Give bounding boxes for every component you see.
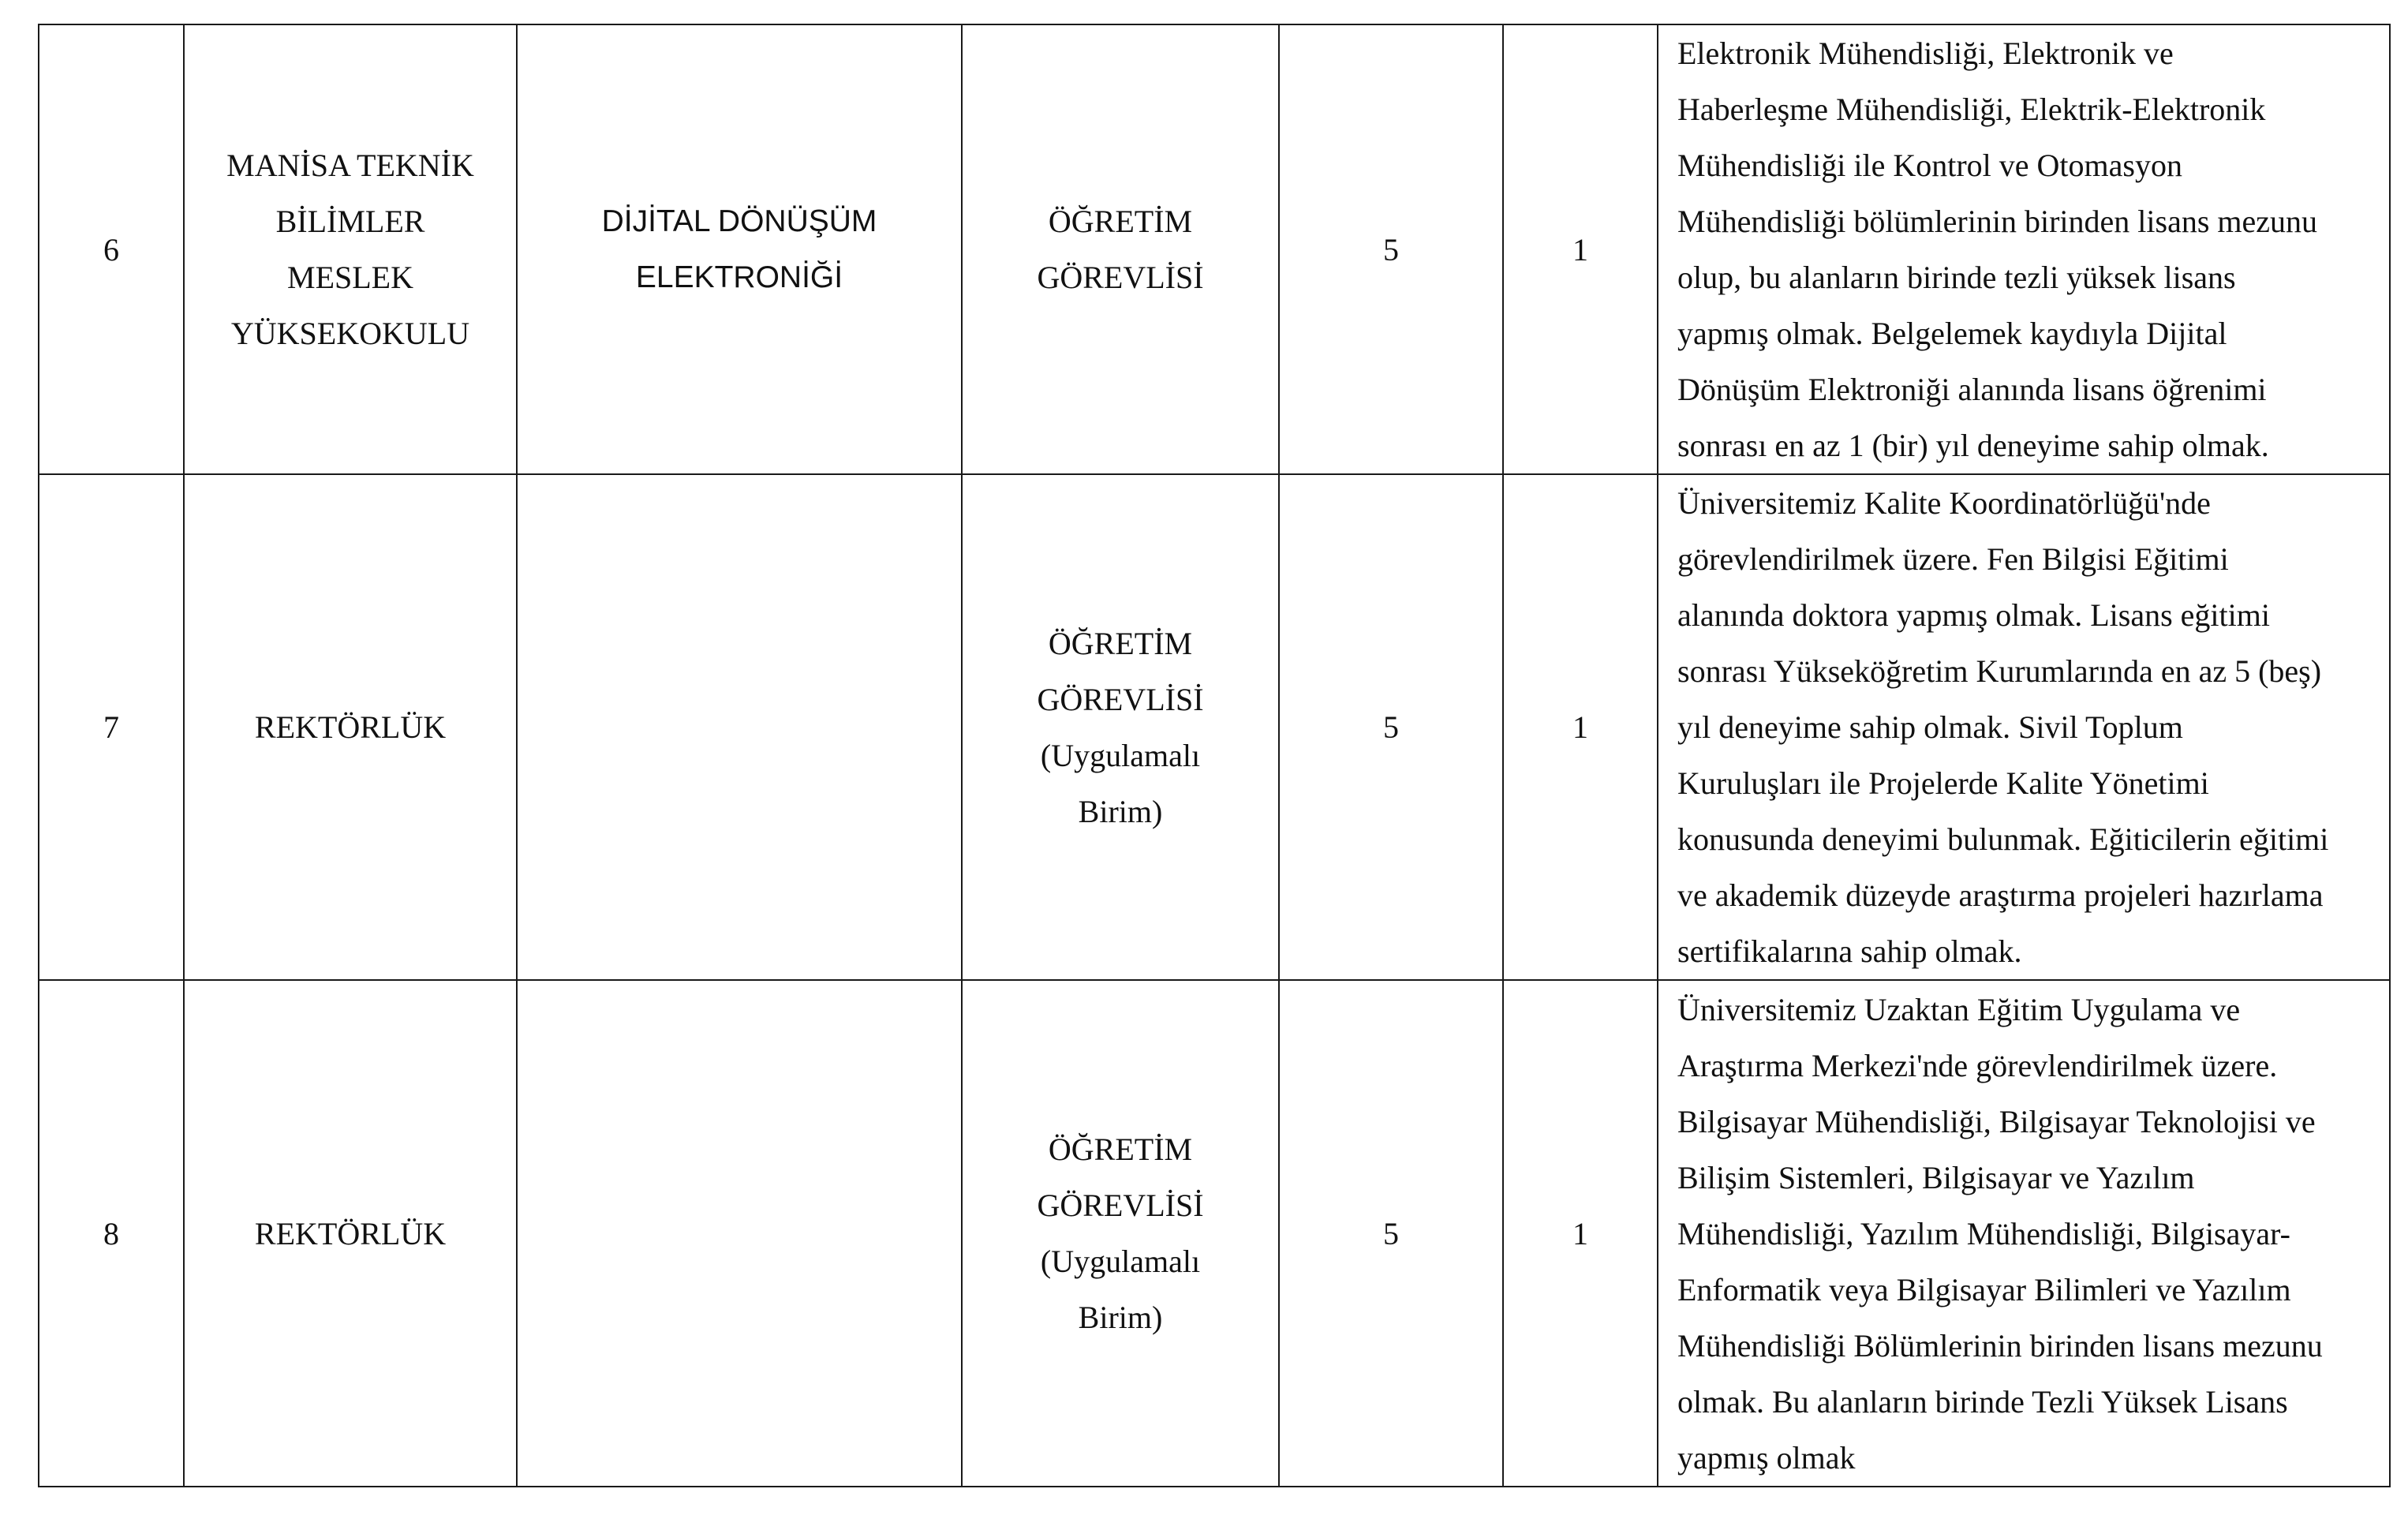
requirement-line: Enformatik veya Bilgisayar Bilimleri ve Yazılım <box>1677 1271 2291 1307</box>
requirement-line: yıl deneyime sahip olmak. Sivil Toplum <box>1677 709 2183 745</box>
requirement-line: Elektronik Mühendisliği, Elektronik ve <box>1677 36 2174 71</box>
requirement-line: sonrası Yükseköğretim Kurumlarında en az 5 (beş) <box>1677 653 2322 689</box>
row-number: 8 <box>39 980 184 1487</box>
title-cell <box>962 474 1279 980</box>
requirement-line: Mühendisliği ile Kontrol ve Otomasyon <box>1677 148 2182 183</box>
unit-cell <box>184 474 517 980</box>
title-cell <box>962 24 1279 474</box>
title-line: ÖĞRETİM <box>1048 1132 1193 1167</box>
requirement-line: alanında doktora yapmış olmak. Lisans eğitimi <box>1677 597 2270 633</box>
requirement-line: sonrası en az 1 (bir) yıl deneyime sahip olmak. <box>1677 428 2269 463</box>
positions-table <box>38 24 2391 1487</box>
title-line: GÖREVLİSİ <box>1037 1188 1204 1223</box>
table-row <box>39 24 2390 474</box>
requirement-line: ve akademik düzeyde araştırma projeleri hazırlama <box>1677 877 2324 913</box>
requirement-line: sertifikalarına sahip olmak. <box>1677 933 2022 969</box>
requirements-cell <box>1658 474 2390 980</box>
requirement-line: Kuruluşları ile Projelerde Kalite Yönetimi <box>1677 765 2209 801</box>
requirement-line: Mühendisliği bölümlerinin birinden lisans mezunu <box>1677 204 2318 239</box>
requirement-line: Bilgisayar Mühendisliği, Bilgisayar Teknolojisi ve <box>1677 1103 2316 1139</box>
unit-line: REKTÖRLÜK <box>254 1215 447 1251</box>
requirements-cell <box>1658 24 2390 474</box>
title-line: Birim) <box>1078 793 1163 829</box>
title-cell <box>962 980 1279 1487</box>
requirement-line: Mühendisliği Bölümlerinin birinden lisans mezunu <box>1677 1327 2323 1364</box>
count-cell: 1 <box>1503 980 1658 1487</box>
requirement-line: konusunda deneyimi bulunmak. Eğiticilerin eğitimi <box>1677 821 2329 857</box>
count-cell: 1 <box>1503 24 1658 474</box>
requirement-line: olup, bu alanların birinde tezli yüksek lisans <box>1677 260 2236 295</box>
unit-cell <box>184 24 517 474</box>
department-cell <box>517 24 962 474</box>
title-line: Birim) <box>1078 1300 1163 1335</box>
row-number: 6 <box>39 24 184 474</box>
degree-cell: 5 <box>1279 24 1503 474</box>
table-row <box>39 474 2390 980</box>
unit-cell <box>184 980 517 1487</box>
requirement-line: yapmış olmak. Belgelemek kaydıyla Dijital <box>1677 316 2227 351</box>
count-cell: 1 <box>1503 474 1658 980</box>
unit-line: BİLİMLER <box>275 204 425 239</box>
title-line: GÖREVLİSİ <box>1037 681 1204 717</box>
table-row <box>39 980 2390 1487</box>
requirement-line: Üniversitemiz Kalite Koordinatörlüğü'nde <box>1677 485 2211 521</box>
requirement-line: Araştırma Merkezi'nde görevlendirilmek üzere. <box>1677 1047 2278 1083</box>
department-cell <box>517 980 962 1487</box>
requirement-line: Üniversitemiz Uzaktan Eğitim Uygulama ve <box>1677 991 2241 1027</box>
row-number: 7 <box>39 474 184 980</box>
requirement-line: Haberleşme Mühendisliği, Elektrik-Elektronik <box>1677 92 2266 127</box>
department-line: DİJİTAL DÖNÜŞÜM <box>601 204 877 238</box>
requirements-cell <box>1658 980 2390 1487</box>
title-line: GÖREVLİSİ <box>1037 260 1204 295</box>
department-cell <box>517 474 962 980</box>
unit-line: REKTÖRLÜK <box>254 709 447 745</box>
unit-line: MESLEK <box>287 260 413 295</box>
title-line: (Uygulamalı <box>1040 1244 1201 1279</box>
requirement-line: olmak. Bu alanların birinde Tezli Yüksek Lisans <box>1677 1383 2288 1420</box>
unit-line: YÜKSEKOKULU <box>230 316 470 351</box>
requirement-line: yapmış olmak <box>1677 1439 1856 1476</box>
title-line: ÖĞRETİM <box>1048 625 1193 661</box>
requirement-line: Dönüşüm Elektroniği alanında lisans öğrenimi <box>1677 372 2267 407</box>
unit-line: MANİSA TEKNİK <box>226 148 474 183</box>
degree-cell: 5 <box>1279 474 1503 980</box>
requirement-line: Mühendisliği, Yazılım Mühendisliği, Bilgisayar- <box>1677 1215 2290 1251</box>
title-line: ÖĞRETİM <box>1048 204 1193 239</box>
requirement-line: görevlendirilmek üzere. Fen Bilgisi Eğitimi <box>1677 541 2229 577</box>
department-line: ELEKTRONİĞİ <box>635 260 843 294</box>
degree-cell: 5 <box>1279 980 1503 1487</box>
title-line: (Uygulamalı <box>1040 737 1201 773</box>
requirement-line: Bilişim Sistemleri, Bilgisayar ve Yazılım <box>1677 1159 2195 1195</box>
